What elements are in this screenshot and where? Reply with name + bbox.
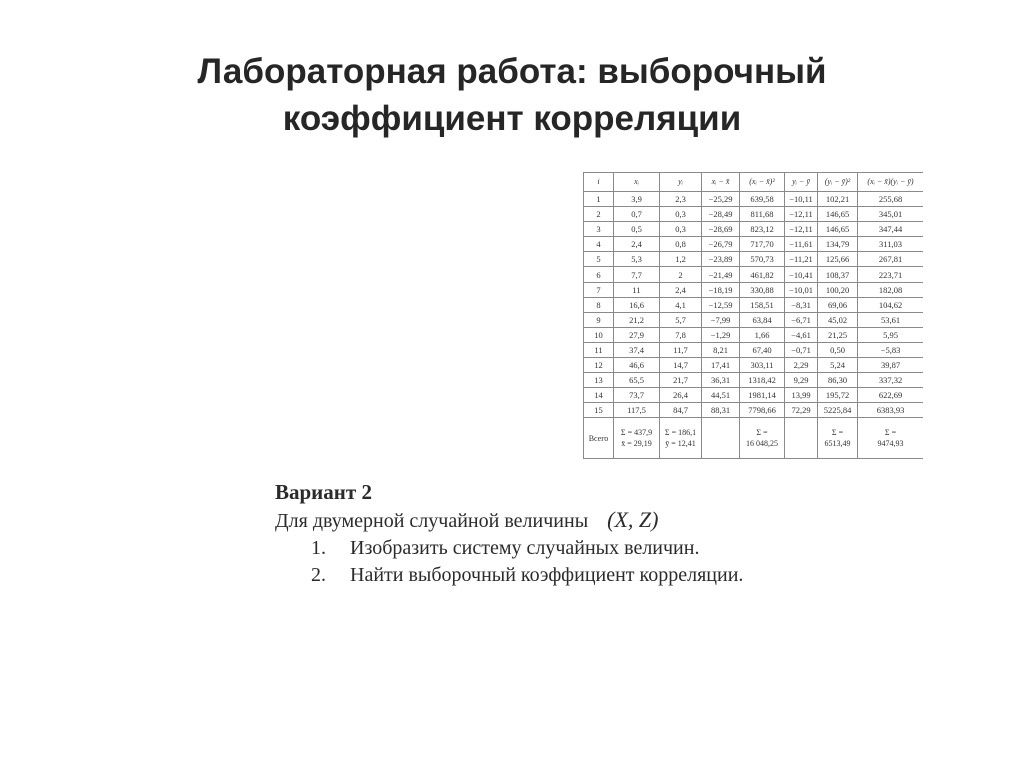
slide-title-line-1: Лабораторная работа: выборочный [197,52,827,91]
table-cell: −12,11 [785,207,818,222]
table-cell: 1,2 [660,252,702,267]
total-empty-cell [785,418,818,459]
table-cell: 267,81 [858,252,924,267]
table-cell: 5,95 [858,327,924,342]
table-cell: 811,68 [740,207,785,222]
table-cell: 146,65 [818,207,858,222]
column-header: (yᵢ − ȳ)² [818,173,858,192]
table-cell: 15 [584,403,614,418]
table-cell: −12,59 [702,297,740,312]
table-cell: 7,7 [614,267,660,282]
table-row [584,358,924,373]
table-cell: 104,62 [858,297,924,312]
table-row [584,222,924,237]
table-cell: 21,7 [660,373,702,388]
table-cell: 88,31 [702,403,740,418]
task-item-2 [275,562,743,589]
table-cell: 11 [614,282,660,297]
table-cell: 0,3 [660,207,702,222]
table-cell: 7798,66 [740,403,785,418]
total-sxy-cell [858,418,924,459]
table-cell: 182,08 [858,282,924,297]
table-row [584,403,924,418]
table-cell: 0,50 [818,342,858,357]
table-cell: 5 [584,252,614,267]
table-cell: 21,25 [818,327,858,342]
table-cell: 1318,42 [740,373,785,388]
table-cell: 45,02 [818,312,858,327]
total-x-sum: Σ = 437,9 [620,428,653,438]
table-cell: 570,73 [740,252,785,267]
table-cell: −26,79 [702,237,740,252]
table-row [584,192,924,207]
table-body [584,192,924,418]
total-sx-label: Σ = [756,428,768,438]
table-cell: −25,29 [702,192,740,207]
total-x-cell [614,418,660,459]
table-cell: −1,29 [702,327,740,342]
total-sxy-value: 9474,93 [877,439,904,449]
total-x-mean: x̄ = 29,19 [621,439,652,449]
total-empty-cell [702,418,740,459]
table-cell: 65,5 [614,373,660,388]
table-row [584,252,924,267]
table-row [584,312,924,327]
total-y-cell [660,418,702,459]
table-cell: −11,21 [785,252,818,267]
table-cell: 347,44 [858,222,924,237]
table-cell: 73,7 [614,388,660,403]
table-cell: 125,66 [818,252,858,267]
table-cell: 13 [584,373,614,388]
table-cell: 6383,93 [858,403,924,418]
total-sx-cell [740,418,785,459]
table-cell: −7,99 [702,312,740,327]
table-cell: 86,30 [818,373,858,388]
table-cell: −10,01 [785,282,818,297]
table-cell: 26,4 [660,388,702,403]
table-cell: −11,61 [785,237,818,252]
table-cell: 9,29 [785,373,818,388]
table-row [584,267,924,282]
table-row [584,327,924,342]
table-row [584,342,924,357]
table-cell: 14,7 [660,358,702,373]
total-sy-cell [818,418,858,459]
column-header: xᵢ − x̄ [702,173,740,192]
table-cell: 69,06 [818,297,858,312]
table-cell: −28,49 [702,207,740,222]
column-header: yᵢ [660,173,702,192]
total-sx-value: 16 048,25 [746,439,778,449]
column-header: xᵢ [614,173,660,192]
table-cell: 5,3 [614,252,660,267]
table-cell: 16,6 [614,297,660,312]
total-label: Всего [584,418,614,459]
table-cell: −0,71 [785,342,818,357]
table-cell: 2 [660,267,702,282]
table-cell: 7 [584,282,614,297]
table-row [584,237,924,252]
table-cell: 2,29 [785,358,818,373]
table-cell: 223,71 [858,267,924,282]
table-cell: 5,24 [818,358,858,373]
table-cell: 6 [584,267,614,282]
table-cell: 17,41 [702,358,740,373]
table-cell: 46,6 [614,358,660,373]
table-cell: 717,70 [740,237,785,252]
table-row [584,373,924,388]
table-cell: 1981,14 [740,388,785,403]
table-row [584,207,924,222]
table-cell: 823,12 [740,222,785,237]
column-header: (xᵢ − x̄)(yᵢ − ȳ) [858,173,924,192]
table-cell: −18,19 [702,282,740,297]
table-cell: 0,7 [614,207,660,222]
table-cell: −12,11 [785,222,818,237]
table-cell: −23,89 [702,252,740,267]
total-sy-value: 6513,49 [824,439,851,449]
variant-intro-text: Для двумерной случайной величины [275,510,589,532]
column-header: (xᵢ − x̄)² [740,173,785,192]
table-cell: 3 [584,222,614,237]
variant-formula: (X, Z) [607,507,659,532]
table-cell: 0,5 [614,222,660,237]
variant-title: Вариант 2 [275,480,372,504]
table-cell: 27,9 [614,327,660,342]
table-cell: 108,37 [818,267,858,282]
table-cell: 4,1 [660,297,702,312]
table-cell: 337,32 [858,373,924,388]
table-cell: 117,5 [614,403,660,418]
slide-title [150,48,874,142]
table-cell: 134,79 [818,237,858,252]
variant-block [275,478,743,589]
table-cell: 11 [584,342,614,357]
table-cell: 345,01 [858,207,924,222]
table-cell: −5,83 [858,342,924,357]
column-header: yᵢ − ȳ [785,173,818,192]
table-cell: 146,65 [818,222,858,237]
table-row [584,282,924,297]
table-cell: 330,88 [740,282,785,297]
table-cell: 3,9 [614,192,660,207]
table-cell: 2,3 [660,192,702,207]
table-cell: 639,58 [740,192,785,207]
table-cell: 13,99 [785,388,818,403]
table-header-row [584,173,924,192]
total-sxy-label: Σ = [884,428,897,438]
slide-title-line-2: коэффициент корреляции [282,99,742,138]
table-cell: 10 [584,327,614,342]
table-cell: 622,69 [858,388,924,403]
table-cell: 102,21 [818,192,858,207]
table-cell: 461,82 [740,267,785,282]
table-cell: 2,4 [660,282,702,297]
table-cell: 72,29 [785,403,818,418]
table-cell: 21,2 [614,312,660,327]
table-cell: 311,03 [858,237,924,252]
table-cell: 37,4 [614,342,660,357]
table-cell: 0,8 [660,237,702,252]
table-cell: 14 [584,388,614,403]
table-cell: 84,7 [660,403,702,418]
table-cell: 0,3 [660,222,702,237]
table-cell: 9 [584,312,614,327]
task-item-1 [275,535,743,562]
table-cell: −8,31 [785,297,818,312]
table-cell: −21,49 [702,267,740,282]
table-cell: 12 [584,358,614,373]
table-cell: 2 [584,207,614,222]
table-cell: 303,11 [740,358,785,373]
total-sy-label: Σ = [831,428,844,438]
table-cell: 67,40 [740,342,785,357]
table-row [584,388,924,403]
table-cell: 53,61 [858,312,924,327]
table-cell: −10,11 [785,192,818,207]
task-text: Изобразить систему случайных величин. [350,537,700,559]
table-cell: −4,61 [785,327,818,342]
table-cell: −6,71 [785,312,818,327]
table-cell: 44,51 [702,388,740,403]
table-cell: 158,51 [740,297,785,312]
total-y-mean: ȳ = 12,41 [665,439,696,449]
table-cell: 5,7 [660,312,702,327]
table-cell: 7,8 [660,327,702,342]
table-cell: −28,69 [702,222,740,237]
table-cell: 100,20 [818,282,858,297]
table-cell: 195,72 [818,388,858,403]
table-cell: 39,87 [858,358,924,373]
table-cell: 11,7 [660,342,702,357]
variant-intro [275,506,743,535]
table-cell: 63,84 [740,312,785,327]
correlation-table [583,172,923,459]
task-text: Найти выборочный коэффициент корреляции. [350,564,744,586]
table-cell: 5225,84 [818,403,858,418]
table-cell: 8,21 [702,342,740,357]
table-total-row [584,418,924,459]
correlation-table-image [583,172,923,462]
total-y-sum: Σ = 186,1 [664,428,697,438]
task-number: 2. [311,564,326,586]
table-cell: 1,66 [740,327,785,342]
table-cell: 8 [584,297,614,312]
table-cell: 4 [584,237,614,252]
table-cell: −10,41 [785,267,818,282]
table-cell: 2,4 [614,237,660,252]
table-cell: 1 [584,192,614,207]
column-header: i [584,173,614,192]
task-number: 1. [311,537,326,559]
table-row [584,297,924,312]
table-cell: 36,31 [702,373,740,388]
table-cell: 255,68 [858,192,924,207]
